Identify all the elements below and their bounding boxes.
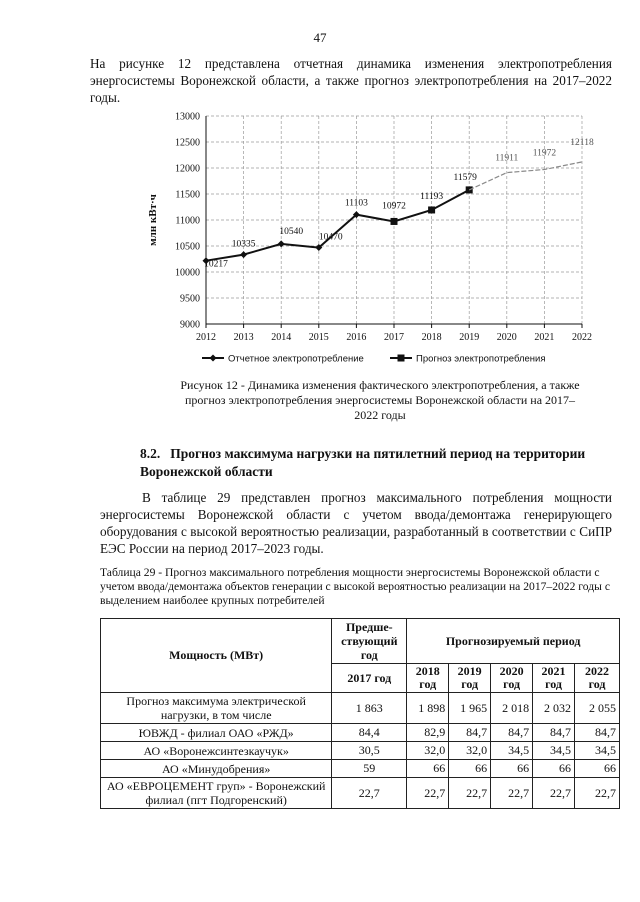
chart-series bbox=[203, 162, 583, 264]
row-label: ЮВЖД - филиал ОАО «РЖД» bbox=[101, 724, 332, 742]
table-body bbox=[101, 693, 620, 809]
data-point-diamond bbox=[210, 355, 217, 362]
x-tick-label: 2015 bbox=[308, 332, 329, 343]
row-forecast-value: 22,7 bbox=[491, 778, 533, 809]
y-tick-label: 9000 bbox=[180, 319, 200, 331]
row-forecast-value: 34,5 bbox=[491, 742, 533, 760]
header-year-2018 bbox=[407, 664, 449, 693]
row-base-value: 59 bbox=[332, 760, 407, 778]
row-forecast-value: 32,0 bbox=[449, 742, 491, 760]
data-label: 11579 bbox=[453, 172, 477, 183]
x-tick-label: 2013 bbox=[233, 332, 254, 343]
header-year-suffix: год bbox=[419, 677, 437, 691]
figure-caption-line: 2022 годы bbox=[354, 408, 406, 422]
table-row bbox=[101, 742, 620, 760]
data-point-square bbox=[428, 206, 435, 213]
data-label: 10217 bbox=[204, 259, 228, 270]
table-row bbox=[101, 778, 620, 809]
series-line-2 bbox=[356, 190, 469, 222]
x-tick-label: 2012 bbox=[196, 332, 216, 343]
y-tick-label: 12000 bbox=[175, 163, 200, 175]
chart-axes bbox=[147, 112, 592, 344]
row-forecast-value: 34,5 bbox=[575, 742, 620, 760]
row-base-value: 1 863 bbox=[332, 693, 407, 724]
row-forecast-value: 22,7 bbox=[449, 778, 491, 809]
header-year-2021 bbox=[533, 664, 575, 693]
data-label: 10540 bbox=[279, 226, 304, 237]
header-year-value: 2022 bbox=[585, 664, 609, 678]
figure-caption-line: прогноз электропотребления энергосистемы Воронежской области на 2017– bbox=[184, 393, 576, 407]
row-base-value: 30,5 bbox=[332, 742, 407, 760]
x-tick-label: 2017 bbox=[384, 332, 404, 343]
table-row bbox=[101, 724, 620, 742]
row-label: АО «Минудобрения» bbox=[101, 760, 332, 778]
row-label: Прогноз максимума электрической нагрузки, в том числе bbox=[101, 693, 332, 724]
row-forecast-value: 1 898 bbox=[407, 693, 449, 724]
x-tick-label: 2016 bbox=[346, 332, 367, 343]
series-line-3 bbox=[469, 162, 582, 190]
y-tick-label: 9500 bbox=[180, 293, 200, 305]
y-tick-label: 10500 bbox=[175, 241, 200, 253]
header-year-suffix: год bbox=[545, 677, 562, 691]
data-point-square bbox=[391, 218, 398, 225]
x-tick-label: 2020 bbox=[496, 332, 517, 343]
header-year-value: 2018 bbox=[415, 664, 440, 678]
header-previous-year: Предше-ствующий год bbox=[332, 619, 407, 664]
header-forecast-period: Прогнозируемый период bbox=[407, 619, 620, 664]
section-title-line: Прогноз максимума нагрузки на пятилетний период на территории bbox=[170, 446, 586, 461]
data-point-diamond bbox=[240, 251, 247, 258]
data-label: 10335 bbox=[231, 239, 256, 250]
x-tick-label: 2022 bbox=[572, 332, 592, 343]
legend-label-actual: Отчетное электропотребление bbox=[228, 353, 364, 365]
table-row bbox=[101, 693, 620, 724]
data-label: 11911 bbox=[495, 153, 519, 164]
header-year-suffix: год bbox=[588, 677, 606, 691]
y-tick-label: 12500 bbox=[175, 137, 200, 149]
row-forecast-value: 22,7 bbox=[533, 778, 575, 809]
y-axis-label: млн кВт·ч bbox=[147, 194, 159, 246]
row-forecast-value: 2 055 bbox=[575, 693, 620, 724]
header-year-value: 2019 bbox=[457, 664, 482, 678]
row-base-value: 22,7 bbox=[332, 778, 407, 809]
data-point-diamond bbox=[278, 240, 285, 247]
x-tick-label: 2018 bbox=[421, 332, 442, 343]
row-forecast-value: 1 965 bbox=[449, 693, 491, 724]
header-year-suffix: год bbox=[461, 677, 479, 691]
table-caption: Таблица 29 - Прогноз максимального потребления мощности энергосистемы Воронежской области с учетом ввода/демонтажа объектов генерации с высокой вероятностью реализации на 2017–2022 годы с выделением наиболее крупных потребителей bbox=[100, 566, 610, 607]
figure-caption-line: Рисунок 12 - Динамика изменения фактического электропотребления, а также bbox=[180, 378, 580, 392]
row-forecast-value: 84,7 bbox=[449, 724, 491, 742]
header-power: Мощность (МВт) bbox=[101, 619, 332, 693]
header-year-2019 bbox=[449, 664, 491, 693]
row-forecast-value: 32,0 bbox=[407, 742, 449, 760]
row-forecast-value: 84,7 bbox=[491, 724, 533, 742]
section-heading bbox=[140, 445, 612, 481]
load-forecast-table bbox=[100, 618, 620, 809]
row-label: АО «Воронежсинтезкаучук» bbox=[101, 742, 332, 760]
electricity-consumption-chart bbox=[140, 108, 600, 370]
legend-label-forecast: Прогноз электропотребления bbox=[416, 353, 546, 365]
intro-paragraph: На рисунке 12 представлена отчетная динамика изменения электропотребления энергосистемы Воронежской области, а также прогноз электропотребления на 2017–2022 годы. bbox=[90, 56, 612, 105]
table-row bbox=[101, 760, 620, 778]
header-year-value: 2020 bbox=[499, 664, 524, 678]
row-forecast-value: 66 bbox=[407, 760, 449, 778]
figure-caption bbox=[150, 378, 610, 423]
page-number: 47 bbox=[313, 30, 327, 45]
row-forecast-value: 84,7 bbox=[533, 724, 575, 742]
x-tick-label: 2019 bbox=[459, 332, 480, 343]
data-label: 11972 bbox=[532, 148, 557, 159]
data-label: 12118 bbox=[570, 137, 594, 148]
data-label: 11193 bbox=[420, 191, 444, 202]
y-tick-label: 10000 bbox=[175, 267, 200, 279]
row-forecast-value: 2 032 bbox=[533, 693, 575, 724]
data-label: 11103 bbox=[344, 198, 368, 209]
data-point-square bbox=[398, 355, 405, 362]
row-forecast-value: 34,5 bbox=[533, 742, 575, 760]
row-forecast-value: 66 bbox=[533, 760, 575, 778]
x-tick-label: 2014 bbox=[271, 332, 292, 343]
header-year-suffix: год bbox=[503, 677, 521, 691]
row-forecast-value: 22,7 bbox=[407, 778, 449, 809]
row-forecast-value: 66 bbox=[449, 760, 491, 778]
row-forecast-value: 2 018 bbox=[491, 693, 533, 724]
row-forecast-value: 66 bbox=[491, 760, 533, 778]
chart-legend bbox=[202, 354, 546, 365]
data-label: 10972 bbox=[382, 201, 406, 212]
section-title-line: Воронежской области bbox=[140, 464, 273, 479]
header-year-value: 2021 bbox=[541, 664, 566, 678]
row-forecast-value: 82,9 bbox=[407, 724, 449, 742]
section-number: 8.2. bbox=[140, 446, 161, 461]
data-label: 10470 bbox=[318, 232, 343, 243]
row-forecast-value: 66 bbox=[575, 760, 620, 778]
header-year-2020 bbox=[491, 664, 533, 693]
header-year-2022 bbox=[575, 664, 620, 693]
body-paragraph: В таблице 29 представлен прогноз максимального потребления мощности энергосистемы Воронежской области с учетом ввода/демонтажа генерирующего оборудования с высокой вероятностью реализации, разработанный в соответствии с СиПР ЕЭС России на период 2017–2023 годы. bbox=[100, 490, 612, 556]
row-forecast-value: 22,7 bbox=[575, 778, 620, 809]
y-tick-label: 11500 bbox=[175, 189, 200, 201]
y-tick-label: 13000 bbox=[175, 111, 200, 123]
row-forecast-value: 84,7 bbox=[575, 724, 620, 742]
x-tick-label: 2021 bbox=[534, 332, 555, 343]
header-base-year: 2017 год bbox=[332, 664, 407, 693]
y-tick-label: 11000 bbox=[175, 215, 200, 227]
row-base-value: 84,4 bbox=[332, 724, 407, 742]
row-label: АО «ЕВРОЦЕМЕНТ груп» - Воронежский филиал (пгт Подгоренский) bbox=[101, 778, 332, 809]
